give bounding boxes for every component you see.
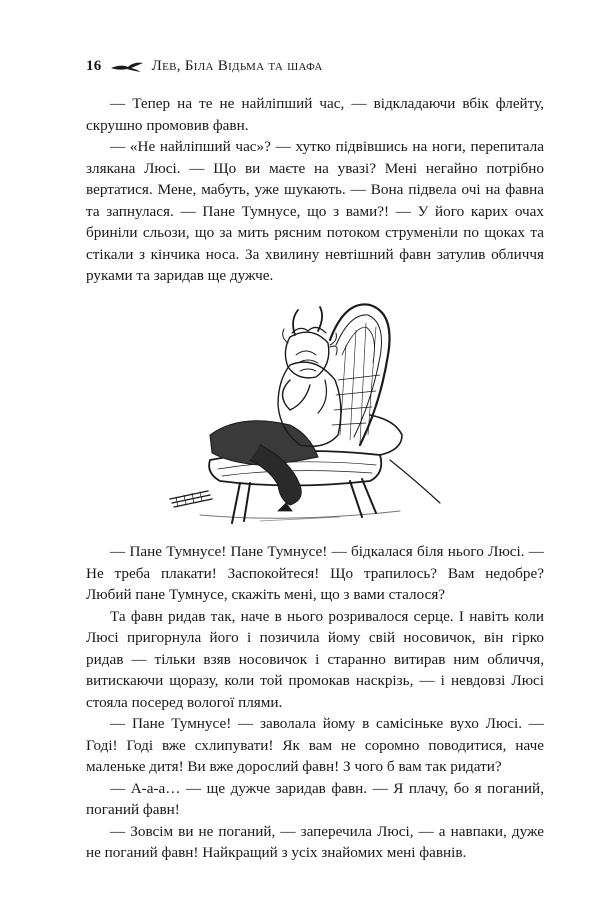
faun-illustration (140, 285, 470, 535)
paragraph: — Пане Тумнусе! Пане Тумнусе! — бідкалася біля нього Люсі. — Не треба плакати! Заспокойтеся! Що трапилось? Вам недобре? Любий пане Тумнусе, скажіть мені, що з вами сталося? (86, 543, 544, 603)
swallow-ornament-icon (110, 61, 144, 73)
text-block-bottom (86, 541, 544, 864)
paragraph: — Тепер на те не найліпший час, — відкладаючи вбік флейту, скрушно промовив фавн. (86, 95, 544, 134)
book-title: Лев, Біла Відьма та шафа (151, 58, 323, 74)
page-number: 16 (86, 58, 102, 74)
paragraph: Та фавн ридав так, наче в нього розривалося серце. І навіть коли Люсі пригорнула його і позичила йому свій носовичок, він гірко ридав — тільки взяв носовичок і старанно витирав ним обличчя, витискаючи щоразу, коли той промокав наскрізь, — і невдовзі Люсі стояла посеред вологої плями. (86, 607, 544, 711)
running-header (86, 58, 323, 75)
text-block-top (86, 93, 544, 287)
paragraph: — «Не найліпший час»? — хутко підвівшись на ноги, перепитала злякана Люсі. — Що ви маєте на увазі? Мені негайно потрібно вертатися. Мене, мабуть, уже шукають. — Вона підвела очі на фавна та запнулася. — Пане Тумнусе, що з вами?! — У його карих очах бриніли сльози, що за мить рясним потоком струменіли по щоках та стікали з кінчика носа. За хвилину невтішний фавн затулив обличчя руками та заридав ще дужче. (86, 138, 544, 284)
paragraph: — Пане Тумнусе! — заволала йому в самісіньке вухо Люсі. — Годі! Годі вже схлипувати! Як вам не соромно поводитися, наче маленьке дитя! Ви вже дорослий фавн! З чого б вам так ридати? (86, 715, 544, 775)
paragraph: — Зовсім ви не поганий, — заперечила Люсі, — а навпаки, дуже не поганий фавн! Найкращий з усіх знайомих мені фавнів. (86, 822, 544, 861)
paragraph: — А-а-а… — ще дужче заридав фавн. — Я плачу, бо я поганий, поганий фавн! (86, 779, 544, 818)
